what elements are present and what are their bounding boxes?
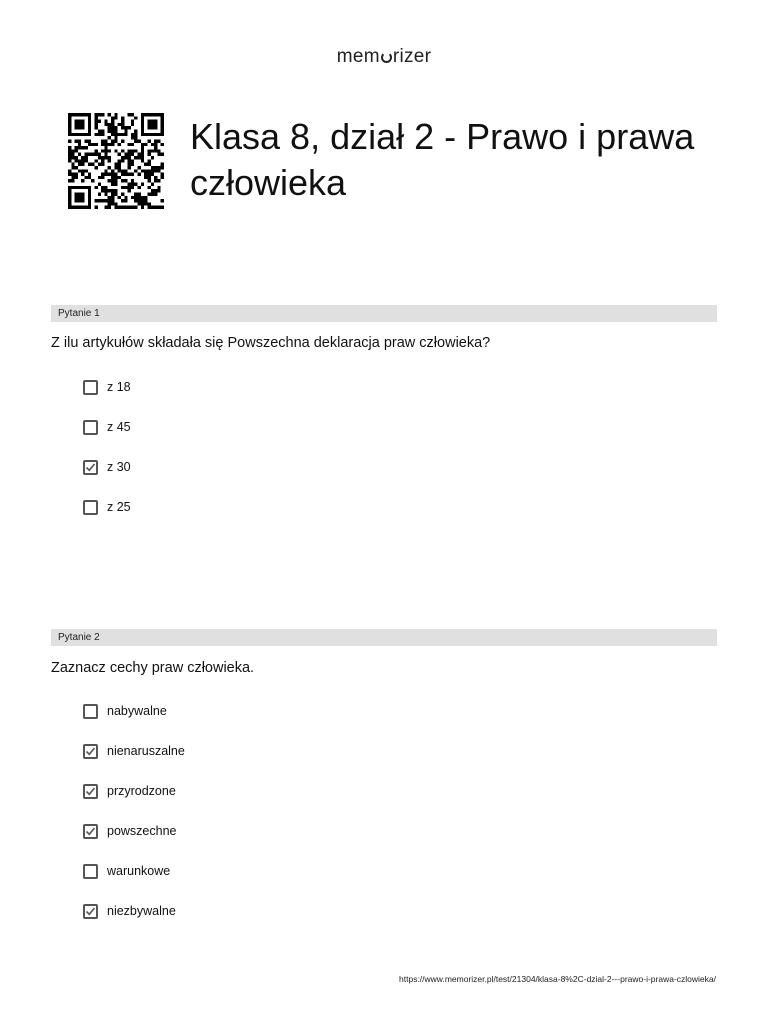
checkbox-checked[interactable] — [83, 744, 98, 759]
question-1-header: Pytanie 1 — [51, 305, 717, 322]
option-label: nabywalne — [107, 704, 167, 718]
logo-text-start: mem — [336, 46, 380, 67]
checkmark-icon — [85, 826, 96, 837]
question-2-option-1[interactable] — [83, 702, 167, 720]
checkmark-icon — [85, 786, 96, 797]
checkbox-checked[interactable] — [83, 460, 98, 475]
question-2-text: Zaznacz cechy praw człowieka. — [51, 660, 255, 676]
checkbox[interactable] — [83, 500, 98, 515]
option-label: przyrodzone — [107, 784, 176, 798]
option-label: z 18 — [107, 380, 131, 394]
checkbox-checked[interactable] — [83, 904, 98, 919]
checkbox[interactable] — [83, 420, 98, 435]
question-1-option-2[interactable] — [83, 418, 131, 436]
option-label: warunkowe — [107, 864, 171, 878]
question-2-header: Pytanie 2 — [51, 629, 717, 646]
page-title: Klasa 8, dział 2 - Prawo i prawa człowieka — [190, 116, 695, 203]
option-label: niezbywalne — [107, 904, 176, 918]
checkbox-checked[interactable] — [83, 824, 98, 839]
checkmark-icon — [85, 906, 96, 917]
question-1-option-3[interactable] — [83, 458, 131, 476]
question-2-option-3[interactable] — [83, 782, 176, 800]
question-2-option-6[interactable] — [83, 902, 176, 920]
checkbox[interactable] — [83, 864, 98, 879]
question-1-text: Z ilu artykułów składała się Powszechna deklaracja praw człowieka? — [51, 335, 491, 351]
qr-code-icon — [68, 113, 164, 209]
option-label: nienaruszalne — [107, 744, 185, 758]
checkbox-checked[interactable] — [83, 784, 98, 799]
question-2-option-2[interactable] — [83, 742, 185, 760]
option-label: z 45 — [107, 420, 131, 434]
footer-url[interactable]: https://www.memorizer.pl/test/21304/klasa-8%2C-dzial-2---prawo-i-prawa-czlowieka/ — [399, 974, 716, 984]
option-label: powszechne — [107, 824, 177, 838]
logo-o-icon — [381, 52, 392, 63]
memorizer-logo — [0, 46, 768, 68]
option-label: z 30 — [107, 460, 131, 474]
checkbox[interactable] — [83, 704, 98, 719]
logo-text-end: rizer — [392, 46, 432, 67]
option-label: z 25 — [107, 500, 131, 514]
question-1-option-4[interactable] — [83, 498, 131, 516]
checkbox[interactable] — [83, 380, 98, 395]
checkmark-icon — [85, 746, 96, 757]
checkmark-icon — [85, 462, 96, 473]
question-1-option-1[interactable] — [83, 378, 131, 396]
question-2-option-5[interactable] — [83, 862, 170, 880]
question-2-option-4[interactable] — [83, 822, 177, 840]
